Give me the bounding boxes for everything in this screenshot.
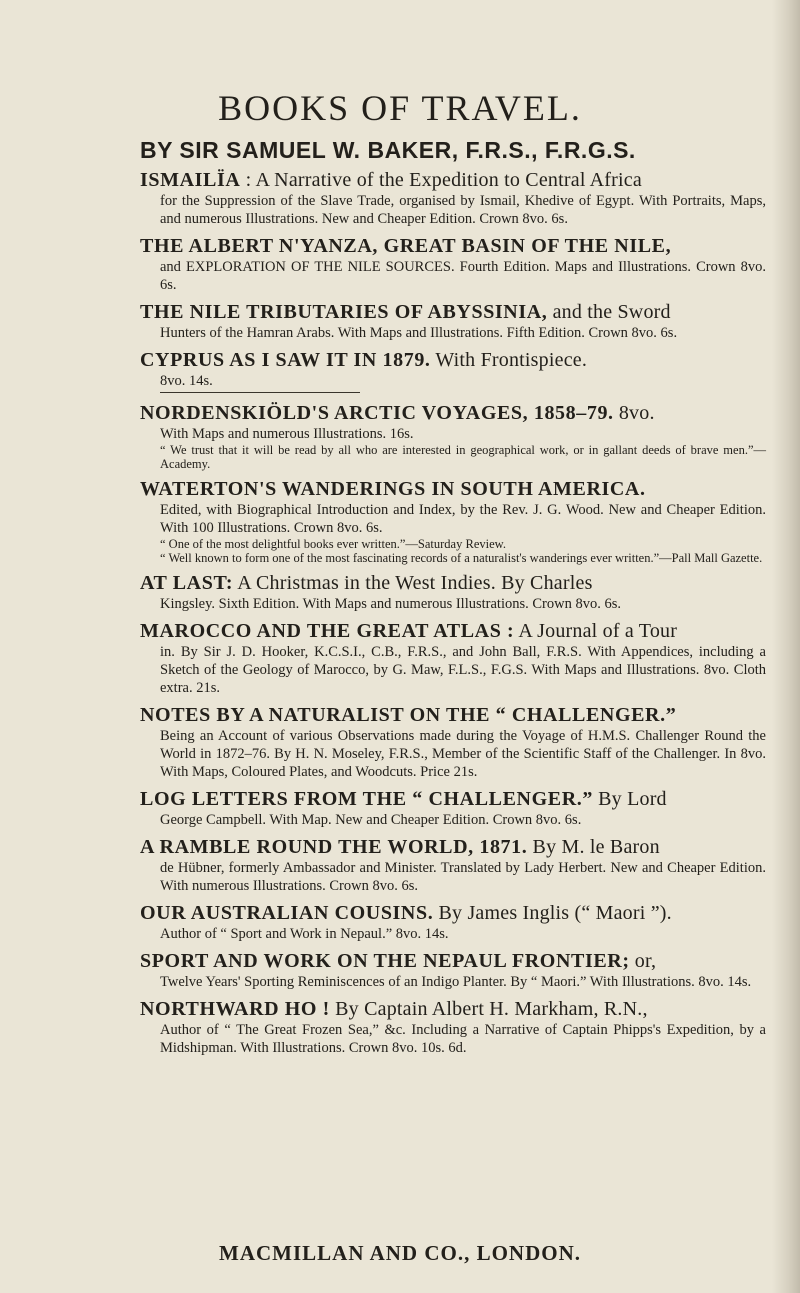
- book-description: Edited, with Biographical Introduction and Index, by the Rev. J. G. Wood. New and Cheaper Edition. With 100 Illustrations. Crown 8vo. 6s.: [160, 502, 766, 536]
- book-title: WATERTON'S WANDERINGS IN SOUTH AMERICA.: [140, 478, 646, 500]
- book-description: Kingsley. Sixth Edition. With Maps and numerous Illustrations. Crown 8vo. 6s.: [160, 596, 621, 612]
- book-subtitle: By James Inglis (“ Maori ”).: [433, 902, 672, 924]
- book-entry-heading: [140, 835, 766, 859]
- book-description: Twelve Years' Sporting Reminiscences of an Indigo Planter. By “ Maori.” With Illustrations. 8vo. 14s.: [160, 974, 752, 990]
- author-line: BY SIR SAMUEL W. BAKER, F.R.S., F.R.G.S.: [140, 137, 636, 163]
- page-edge-shadow: [772, 0, 800, 1293]
- book-list: [140, 168, 766, 1063]
- book-description: Hunters of the Hamran Arabs. With Maps and Illustrations. Fifth Edition. Crown 8vo. 6s.: [160, 325, 678, 341]
- book-entry: [140, 901, 766, 943]
- book-entry: [140, 835, 766, 895]
- book-title: OUR AUSTRALIAN COUSINS.: [140, 902, 434, 924]
- book-entry-heading: [140, 401, 766, 425]
- book-entry-heading: [140, 348, 766, 372]
- book-title: CYPRUS AS I SAW IT IN 1879.: [140, 349, 431, 371]
- book-description: With Maps and numerous Illustrations. 16s.: [160, 426, 414, 442]
- book-entry-heading: [140, 703, 766, 727]
- book-entry-heading: [140, 949, 766, 973]
- page-heading: BOOKS OF TRAVEL.: [218, 88, 582, 128]
- book-entry-heading: [140, 997, 766, 1021]
- book-entry-heading: [140, 619, 766, 643]
- book-entry: [140, 234, 766, 294]
- press-quote: “ One of the most delightful books ever written.”—Saturday Review.: [160, 537, 506, 551]
- book-subtitle: By M. le Baron: [527, 836, 660, 858]
- book-entry-heading: [140, 168, 766, 192]
- book-description: Author of “ Sport and Work in Nepaul.” 8vo. 14s.: [160, 926, 449, 942]
- book-title: A RAMBLE ROUND THE WORLD, 1871.: [140, 836, 528, 858]
- book-description: Author of “ The Great Frozen Sea,” &c. Including a Narrative of Captain Phipps's Expedition, by a Midshipman. With Illustrations. Crown 8vo. 10s. 6d.: [160, 1022, 766, 1056]
- book-description: and EXPLORATION OF THE NILE SOURCES. Fourth Edition. Maps and Illustrations. Crown 8vo. 6s.: [160, 259, 766, 293]
- book-title: MAROCCO AND THE GREAT ATLAS :: [140, 620, 515, 642]
- book-entry: [140, 997, 766, 1057]
- book-subtitle: A Journal of a Tour: [514, 620, 678, 642]
- book-subtitle: 8vo.: [613, 402, 655, 424]
- section-divider: [160, 392, 360, 393]
- book-entry-heading: [140, 901, 766, 925]
- book-entry: [140, 619, 766, 697]
- book-description: 8vo. 14s.: [160, 373, 213, 389]
- press-quote: “ Well known to form one of the most fascinating records of a naturalist's wanderings ever written.”—Pall Mall Gazette.: [160, 551, 763, 565]
- book-title: NOTES BY A NATURALIST ON THE “ CHALLENGER.”: [140, 704, 677, 726]
- book-title: THE ALBERT N'YANZA, GREAT BASIN OF THE NILE,: [140, 235, 672, 257]
- book-description: de Hübner, formerly Ambassador and Minister. Translated by Lady Herbert. New and Cheaper Edition. With numerous Illustrations. Crown 8vo. 6s.: [160, 860, 766, 894]
- book-subtitle: and the Sword: [547, 301, 671, 323]
- book-entry-heading: [140, 571, 766, 595]
- book-entry: [140, 168, 766, 228]
- book-title: THE NILE TRIBUTARIES OF ABYSSINIA,: [140, 301, 548, 323]
- book-entry-heading: [140, 234, 766, 258]
- book-title: NORTHWARD HO !: [140, 998, 330, 1020]
- book-title: SPORT AND WORK ON THE NEPAUL FRONTIER;: [140, 950, 630, 972]
- book-entry-heading: [140, 787, 766, 811]
- book-description: in. By Sir J. D. Hooker, K.C.S.I., C.B., F.R.S., and John Ball, F.R.S. With Appendices, including a Sketch of the Geology of Marocco, by G. Maw, F.L.S., F.G.S. With Maps and Illustrations. 8vo. Cloth extra. 21s.: [160, 644, 766, 696]
- book-title: LOG LETTERS FROM THE “ CHALLENGER.”: [140, 788, 593, 810]
- book-subtitle: : A Narrative of the Expedition to Central Africa: [240, 169, 642, 191]
- book-entry: [140, 949, 766, 991]
- book-entry: [140, 348, 766, 393]
- book-entry-heading: [140, 477, 766, 501]
- book-subtitle: A Christmas in the West Indies. By Charles: [233, 572, 593, 594]
- press-quote: “ We trust that it will be read by all who are interested in geographical work, or in gallant deeds of brave men.”—Academy.: [160, 443, 766, 471]
- book-description: George Campbell. With Map. New and Cheaper Edition. Crown 8vo. 6s.: [160, 812, 582, 828]
- book-entry-heading: [140, 300, 766, 324]
- book-title: ISMAILÏA: [140, 169, 241, 191]
- book-description: Being an Account of various Observations made during the Voyage of H.M.S. Challenger Round the World in 1872–76. By H. N. Moseley, F.R.S., Member of the Scientific Staff of the Challenger. In 8vo. With Maps, Coloured Plates, and Woodcuts. Price 21s.: [160, 728, 766, 780]
- book-title: AT LAST:: [140, 572, 234, 594]
- book-entry: [140, 703, 766, 781]
- book-description: for the Suppression of the Slave Trade, organised by Ismail, Khedive of Egypt. With Portraits, Maps, and numerous Illustrations. New and Cheaper Edition. Crown 8vo. 6s.: [160, 193, 766, 227]
- book-entry: [140, 477, 766, 565]
- publisher-imprint: MACMILLAN AND CO., LONDON.: [219, 1241, 581, 1265]
- book-subtitle: or,: [629, 950, 657, 972]
- book-subtitle: With Frontispiece.: [430, 349, 588, 371]
- book-subtitle: By Captain Albert H. Markham, R.N.,: [329, 998, 648, 1020]
- book-entry: [140, 787, 766, 829]
- book-subtitle: By Lord: [592, 788, 667, 810]
- book-entry: [140, 571, 766, 613]
- book-title: NORDENSKIÖLD'S ARCTIC VOYAGES, 1858–79.: [140, 402, 614, 424]
- book-entry: [140, 300, 766, 342]
- book-entry: [140, 401, 766, 471]
